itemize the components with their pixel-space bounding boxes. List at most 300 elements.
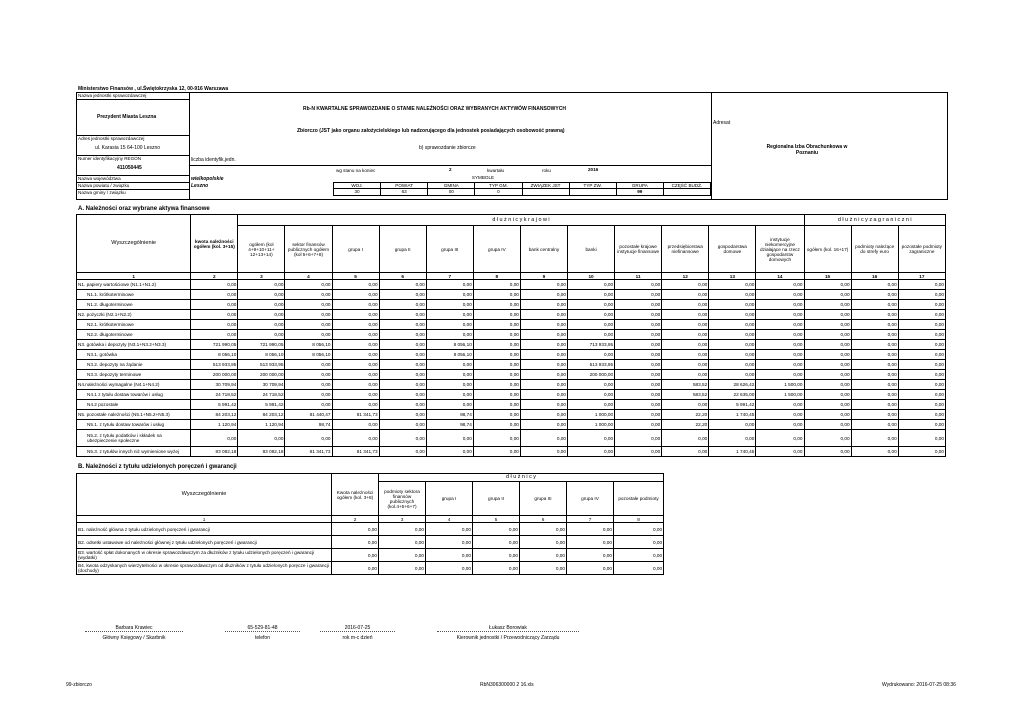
value-cell: 0,00	[568, 447, 615, 457]
value-cell: 0,00	[332, 549, 379, 562]
value-cell: 0,00	[709, 280, 756, 290]
value-cell: 0,00	[615, 370, 662, 380]
value-cell: 0,00	[709, 310, 756, 320]
column-head: grupa II	[473, 482, 520, 516]
row-label: B2. odsetki ustawowe od należności głównej z tytułu udzielonych poręczeń i gwarancji	[77, 536, 332, 549]
value-cell: 0,00	[804, 420, 851, 430]
value-cell: 24 718,52	[191, 390, 238, 400]
value-cell: 0,00	[473, 562, 520, 575]
value-cell: 0,00	[756, 310, 804, 320]
value-cell: 0,00	[898, 420, 945, 430]
value-cell: 0,00	[285, 370, 332, 380]
address-label: Adres jednostki sprawozdawczej	[78, 136, 145, 141]
value-cell: 0,00	[379, 340, 426, 350]
value-cell: 0,00	[851, 380, 898, 390]
value-cell: 0,00	[520, 400, 567, 410]
value-cell: 81 341,73	[332, 410, 379, 420]
year-value: 2016	[588, 167, 599, 172]
column-number: 12	[662, 273, 709, 280]
value-cell: 0,00	[379, 330, 426, 340]
value-cell: 0,00	[285, 380, 332, 390]
value-cell: 0,00	[426, 300, 473, 310]
value-cell: 0,00	[851, 290, 898, 300]
value-cell: 0,00	[804, 300, 851, 310]
column-head: pozostałe podmioty zagraniczne	[898, 226, 945, 273]
voivodeship-label: Nazwa województwa	[78, 176, 121, 181]
table-row	[77, 370, 946, 380]
value-cell: 0,00	[709, 330, 756, 340]
head-name: Łukasz Borowiak	[437, 625, 579, 632]
value-cell: 28 626,42	[709, 380, 756, 390]
value-cell: 0,00	[851, 340, 898, 350]
table-row	[77, 300, 946, 310]
value-cell: 0,00	[898, 380, 945, 390]
value-cell: 0,00	[473, 350, 520, 360]
value-cell: 0,00	[285, 310, 332, 320]
value-cell: 0,00	[568, 280, 615, 290]
column-number: 5	[473, 516, 520, 523]
value-cell: 0,00	[615, 390, 662, 400]
column-number: 7	[567, 516, 614, 523]
value-cell: 0,00	[332, 280, 379, 290]
table-row	[77, 523, 664, 536]
value-cell: 0,00	[473, 536, 520, 549]
value-cell: 0,00	[520, 320, 567, 330]
value-cell: 0,00	[473, 380, 520, 390]
state-label: wg stanu na koniec	[336, 168, 376, 173]
value-cell: 0,00	[898, 410, 945, 420]
value-cell: 0,00	[804, 290, 851, 300]
value-cell: 0,00	[426, 523, 473, 536]
value-cell: 0,00	[614, 536, 664, 549]
value-cell: 200 000,00	[191, 370, 238, 380]
value-cell: 0,00	[473, 360, 520, 370]
symbol-head: WOJ.	[334, 183, 381, 189]
value-cell: 0,00	[614, 549, 664, 562]
column-number: 3	[238, 273, 285, 280]
footer-left: 99-zbiorczo	[66, 682, 92, 688]
value-cell: 0,00	[898, 390, 945, 400]
value-cell: 0,00	[332, 290, 379, 300]
table-row	[77, 320, 946, 330]
column-head: przedsiębiorstwa niefinansowe	[662, 226, 709, 273]
value-cell: 0,00	[238, 320, 285, 330]
value-cell: 713 933,95	[568, 340, 615, 350]
value-cell: 0,00	[709, 420, 756, 430]
value-cell: 0,00	[709, 430, 756, 447]
value-cell: 0,00	[709, 290, 756, 300]
column-number: 6	[379, 273, 426, 280]
value-cell: 0,00	[473, 447, 520, 457]
value-cell: 0,00	[473, 523, 520, 536]
value-cell: 0,00	[898, 280, 945, 290]
value-cell: 22,20	[662, 410, 709, 420]
row-label: B1. należność główna z tytułu udzielonych poręczeń i gwarancji	[77, 523, 332, 536]
value-cell: 0,00	[851, 420, 898, 430]
value-cell: 0,00	[426, 280, 473, 290]
column-number: 8	[614, 516, 664, 523]
value-cell: 0,00	[285, 320, 332, 330]
value-cell: 513 933,95	[191, 360, 238, 370]
value-cell: 0,00	[426, 370, 473, 380]
column-head: podmioty sektora finansów publicznych (kol.4+5+6+7)	[379, 482, 426, 516]
value-cell: 24 718,52	[238, 390, 285, 400]
value-cell: 0,00	[804, 330, 851, 340]
value-cell: 0,00	[332, 360, 379, 370]
value-cell: 0,00	[709, 360, 756, 370]
value-cell: 5 991,42	[238, 400, 285, 410]
value-cell: 0,00	[804, 410, 851, 420]
table-row	[77, 280, 946, 290]
symbol-value: 30	[334, 189, 381, 195]
symbol-value: 0	[475, 189, 522, 195]
value-cell: 200 000,00	[568, 370, 615, 380]
value-cell: 30 709,94	[191, 380, 238, 390]
receivables-table	[76, 214, 946, 457]
table-row	[77, 340, 946, 350]
value-cell: 0,00	[615, 380, 662, 390]
column-number: 6	[520, 516, 567, 523]
value-cell: 0,00	[804, 280, 851, 290]
value-cell: 0,00	[520, 430, 567, 447]
value-cell: 0,00	[614, 562, 664, 575]
value-cell: 0,00	[615, 410, 662, 420]
value-cell: 0,00	[756, 290, 804, 300]
value-cell: 0,00	[379, 300, 426, 310]
value-cell: 0,00	[804, 370, 851, 380]
value-cell: 98,74	[426, 410, 473, 420]
symbol-head: ZWIĄZEK JST	[522, 183, 569, 189]
value-cell: 0,00	[615, 420, 662, 430]
value-cell: 0,00	[756, 430, 804, 447]
value-cell: 0,00	[851, 310, 898, 320]
value-cell: 0,00	[615, 290, 662, 300]
value-cell: 0,00	[756, 370, 804, 380]
value-cell: 0,00	[332, 536, 379, 549]
value-cell: 0,00	[756, 320, 804, 330]
value-cell: 0,00	[804, 360, 851, 370]
phone-number: 65-529-81-48	[225, 625, 300, 632]
value-cell: 0,00	[756, 330, 804, 340]
value-cell: 0,00	[662, 280, 709, 290]
value-cell: 0,00	[379, 549, 426, 562]
value-cell: 583,52	[662, 380, 709, 390]
value-cell: 0,00	[379, 320, 426, 330]
value-cell: 0,00	[851, 320, 898, 330]
value-cell: 0,00	[804, 430, 851, 447]
value-cell: 0,00	[851, 300, 898, 310]
column-number: 3	[379, 516, 426, 523]
value-cell: 0,00	[191, 310, 238, 320]
value-cell: 0,00	[520, 280, 567, 290]
table-row	[77, 410, 946, 420]
debtors-head: d ł u ż n i c y	[379, 474, 664, 482]
value-cell: 0,00	[898, 350, 945, 360]
value-cell: 0,00	[426, 390, 473, 400]
value-cell: 1 120,94	[191, 420, 238, 430]
value-cell: 0,00	[285, 290, 332, 300]
value-cell: 0,00	[426, 549, 473, 562]
value-cell: 0,00	[285, 280, 332, 290]
value-cell: 0,00	[898, 400, 945, 410]
value-cell: 0,00	[615, 430, 662, 447]
value-cell: 1 500,00	[756, 380, 804, 390]
value-cell: 583,52	[662, 390, 709, 400]
regon-label: Numer identyfikacyjny REGON	[78, 156, 142, 161]
value-cell: 0,00	[332, 430, 379, 447]
value-cell: 0,00	[520, 310, 567, 320]
value-cell: 0,00	[520, 410, 567, 420]
symbol-value	[663, 189, 710, 195]
value-cell: 0,00	[379, 370, 426, 380]
value-cell: 0,00	[379, 280, 426, 290]
unit-info-column	[77, 93, 190, 199]
row-label: N4.2 pozostałe	[77, 400, 191, 410]
symbol-head: TYP ZW.	[569, 183, 616, 189]
value-cell: 0,00	[473, 370, 520, 380]
value-cell: 0,00	[238, 430, 285, 447]
table-row	[77, 350, 946, 360]
value-cell: 0,00	[662, 340, 709, 350]
value-cell: 0,00	[379, 562, 426, 575]
column-head: grupa II	[379, 226, 426, 273]
column-number: 4	[285, 273, 332, 280]
value-cell: 0,00	[520, 447, 567, 457]
value-cell: 0,00	[238, 330, 285, 340]
value-cell: 0,00	[898, 360, 945, 370]
value-cell: 1 000,00	[568, 420, 615, 430]
value-cell: 0,00	[567, 523, 614, 536]
value-cell: 0,00	[615, 360, 662, 370]
value-cell: 0,00	[473, 430, 520, 447]
value-cell: 1 500,00	[756, 390, 804, 400]
value-cell: 0,00	[191, 320, 238, 330]
value-cell: 0,00	[473, 330, 520, 340]
commune-label: Nazwa gminy / związku	[78, 190, 126, 195]
column-number: 11	[615, 273, 662, 280]
value-cell: 200 000,00	[238, 370, 285, 380]
value-cell: 0,00	[615, 340, 662, 350]
row-label: N2.1. krótkoterminowe	[77, 320, 191, 330]
value-cell: 0,00	[285, 360, 332, 370]
value-cell: 0,00	[662, 350, 709, 360]
value-cell: 0,00	[756, 447, 804, 457]
head-role: Kierownik jednostki / Przewodniczący Zarządu	[456, 635, 560, 641]
value-cell: 0,00	[332, 340, 379, 350]
value-cell: 0,00	[332, 400, 379, 410]
district-label: Nazwa powiatu / związku	[78, 183, 130, 188]
value-cell: 0,00	[568, 310, 615, 320]
value-cell: 1 000,00	[568, 410, 615, 420]
column-number: 16	[851, 273, 898, 280]
value-cell: 0,00	[191, 330, 238, 340]
value-cell: 0,00	[379, 400, 426, 410]
row-label: N5.2. z tytułu podatków i składek na ubezpieczenie społeczne	[77, 430, 191, 447]
value-cell: 0,00	[520, 330, 567, 340]
value-cell: 0,00	[379, 310, 426, 320]
value-cell: 513 933,95	[568, 360, 615, 370]
value-cell: 0,00	[662, 370, 709, 380]
value-cell: 0,00	[898, 430, 945, 447]
value-cell: 0,00	[709, 320, 756, 330]
value-cell: 0,00	[756, 350, 804, 360]
section-a-title: A. Należności oraz wybrane aktywa finansowe	[78, 206, 210, 212]
value-cell: 0,00	[898, 300, 945, 310]
value-cell: 0,00	[473, 420, 520, 430]
value-cell: 0,00	[804, 447, 851, 457]
symbol-value: 99	[616, 189, 663, 195]
value-cell: 0,00	[851, 330, 898, 340]
value-cell: 8 056,10	[285, 350, 332, 360]
value-cell: 30 709,94	[238, 380, 285, 390]
value-cell: 0,00	[851, 370, 898, 380]
value-cell: 0,00	[379, 410, 426, 420]
value-cell: 513 933,95	[238, 360, 285, 370]
quarter-label: kwartału	[487, 168, 505, 173]
value-cell: 0,00	[568, 290, 615, 300]
value-cell: 8 056,10	[285, 340, 332, 350]
value-cell: 0,00	[662, 447, 709, 457]
regon-number: 411050445	[117, 165, 142, 171]
value-cell: 81 341,73	[332, 447, 379, 457]
value-cell: 0,00	[851, 410, 898, 420]
table-row	[77, 447, 946, 457]
value-cell: 0,00	[426, 380, 473, 390]
value-cell: 0,00	[898, 310, 945, 320]
column-number: 2	[191, 273, 238, 280]
report-title: Rb-N KWARTALNE SPRAWOZDANIE O STANIE NALEŻNOŚCI ORAZ WYBRANYCH AKTYWÓW FINANSOWYCH	[303, 106, 566, 112]
row-label: N3.1. gotówka	[77, 350, 191, 360]
column-number: 2	[332, 516, 379, 523]
value-cell: 0,00	[520, 300, 567, 310]
value-cell: 0,00	[473, 400, 520, 410]
value-cell: 0,00	[426, 562, 473, 575]
value-cell: 0,00	[379, 430, 426, 447]
value-cell: 0,00	[898, 330, 945, 340]
value-cell: 0,00	[568, 330, 615, 340]
value-cell: 0,00	[662, 290, 709, 300]
value-cell: 0,00	[568, 380, 615, 390]
value-cell: 0,00	[851, 350, 898, 360]
symbols-table	[333, 182, 711, 196]
value-cell: 0,00	[191, 300, 238, 310]
table-row	[77, 360, 946, 370]
table-row	[77, 390, 946, 400]
row-label: N3.3. depozyty terminowe	[77, 370, 191, 380]
value-cell: 0,00	[615, 320, 662, 330]
value-cell: 1 120,94	[238, 420, 285, 430]
value-cell: 0,00	[332, 320, 379, 330]
symbol-head: GMINA	[428, 183, 475, 189]
value-cell: 0,00	[567, 549, 614, 562]
value-cell: 0,00	[379, 447, 426, 457]
column-head: banki	[568, 226, 615, 273]
value-cell: 721 990,05	[238, 340, 285, 350]
value-cell: 0,00	[379, 390, 426, 400]
value-cell: 0,00	[520, 420, 567, 430]
value-cell: 8 056,10	[426, 340, 473, 350]
value-cell: 0,00	[426, 447, 473, 457]
column-head: ogółem (kol. 16+17)	[804, 226, 851, 273]
value-cell: 0,00	[520, 380, 567, 390]
column-head: pozostałe krajowe instytucje finansowe	[615, 226, 662, 273]
value-cell: 0,00	[568, 300, 615, 310]
value-cell: 0,00	[332, 300, 379, 310]
value-cell: 8 056,10	[238, 350, 285, 360]
value-cell: 0,00	[426, 320, 473, 330]
value-cell: 0,00	[473, 549, 520, 562]
value-cell: 0,00	[804, 400, 851, 410]
value-cell: 0,00	[332, 330, 379, 340]
column-number: 7	[426, 273, 473, 280]
value-cell: 0,00	[332, 310, 379, 320]
column-number: 14	[756, 273, 804, 280]
value-cell: 0,00	[709, 340, 756, 350]
row-label: B3. wartość spłat dokonanych w okresie sprawozdawczym za dłużników z tytułu udzielonych poręczeń i gwarancji (wydatki)	[77, 549, 332, 562]
value-cell: 0,00	[332, 562, 379, 575]
value-cell: 0,00	[568, 400, 615, 410]
footer-printed: Wydrukowano: 2016-07-25 08:36	[882, 682, 956, 688]
value-cell: 0,00	[520, 360, 567, 370]
value-cell: 0,00	[426, 310, 473, 320]
value-cell: 0,00	[662, 330, 709, 340]
symbol-value: 63	[381, 189, 428, 195]
unit-name: Prezydent Miasta Leszna	[97, 114, 157, 120]
value-cell: 0,00	[898, 320, 945, 330]
section-b-title: B. Należności z tytułu udzielonych poręczeń i gwarancji	[78, 464, 237, 470]
value-cell: 0,00	[520, 549, 567, 562]
value-cell: 0,00	[898, 370, 945, 380]
value-cell: 22,20	[662, 420, 709, 430]
value-cell: 0,00	[804, 320, 851, 330]
column-head: instytucje niekomercyjne działające na rzecz gospodarstw domowych	[756, 226, 804, 273]
value-cell: 0,00	[662, 320, 709, 330]
column-number: 8	[473, 273, 520, 280]
value-cell: 0,00	[473, 410, 520, 420]
symbol-value: 00	[428, 189, 475, 195]
value-cell: 0,00	[804, 380, 851, 390]
value-cell: 22 635,00	[709, 390, 756, 400]
column-head: podmioty należące do strefy euro	[851, 226, 898, 273]
value-cell: 0,00	[520, 340, 567, 350]
column-number: 1	[77, 516, 332, 523]
table-row	[77, 420, 946, 430]
value-cell: 0,00	[332, 390, 379, 400]
report-date: 2016-07-25	[320, 625, 395, 632]
value-cell: 0,00	[709, 370, 756, 380]
value-cell: 0,00	[615, 330, 662, 340]
value-cell: 1 740,45	[709, 447, 756, 457]
value-cell: 0,00	[379, 536, 426, 549]
row-label: N2. pożyczki (N2.1+N2.2)	[77, 310, 191, 320]
row-label: N5.1. z tytułu dostaw towarów i usług	[77, 420, 191, 430]
table-row	[77, 536, 664, 549]
value-cell: 0,00	[756, 360, 804, 370]
value-cell: 0,00	[662, 430, 709, 447]
value-cell: 0,00	[851, 360, 898, 370]
value-cell: 0,00	[426, 360, 473, 370]
value-cell: 0,00	[285, 330, 332, 340]
value-cell: 0,00	[426, 430, 473, 447]
value-cell: 0,00	[756, 340, 804, 350]
value-cell: 0,00	[851, 280, 898, 290]
value-cell: 0,00	[568, 350, 615, 360]
value-cell: 0,00	[379, 360, 426, 370]
value-cell: 0,00	[473, 340, 520, 350]
symbol-head: POWIAT	[381, 183, 428, 189]
district-value: Leszno	[191, 183, 209, 189]
value-cell: 0,00	[756, 280, 804, 290]
